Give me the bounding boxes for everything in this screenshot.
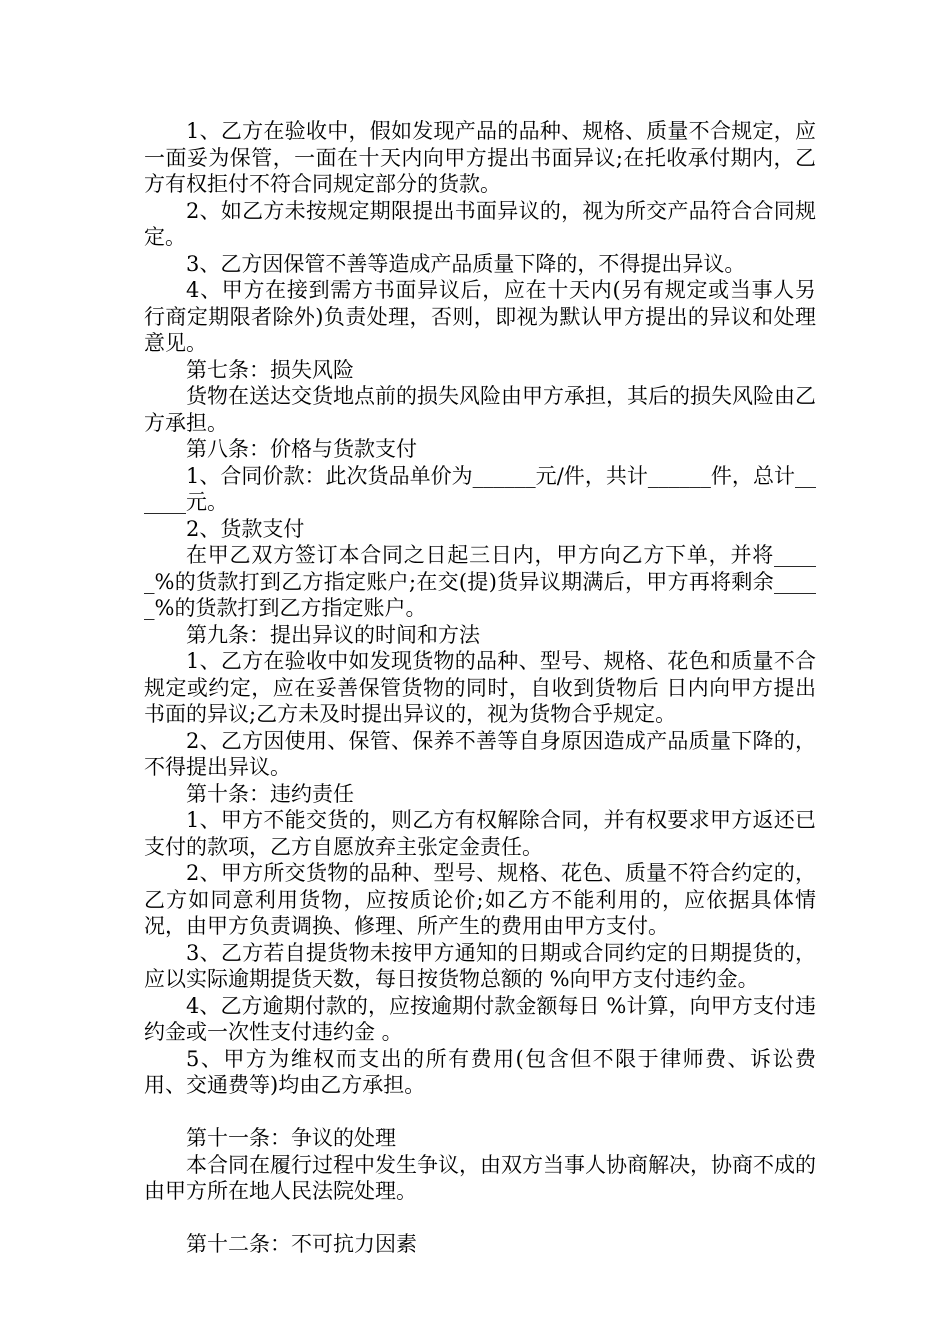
section-heading: 第七条：损失风险 — [186, 357, 354, 382]
clause-paragraph: 5、甲方为维权而支出的所有费用(包含但不限于律师费、诉讼费用、交通费等)均由乙方承担。 — [144, 1046, 816, 1097]
clause-paragraph: 4、乙方逾期付款的，应按逾期付款金额每日 %计算，向甲方支付违约金或一次性支付违约金 。 — [144, 993, 816, 1044]
section-heading: 第八条：价格与货款支付 — [186, 437, 417, 461]
clause-paragraph: 本合同在履行过程中发生争议，由双方当事人协商解决，协商不成的由甲方所在地人民法院处理。 — [144, 1152, 816, 1203]
clause-paragraph: 1、甲方不能交货的，则乙方有权解除合同，并有权要求甲方返还已支付的款项，乙方自愿放弃主张定金责任。 — [144, 808, 816, 859]
clause-paragraph: 2、如乙方未按规定期限提出书面异议的，视为所交产品符合合同规定。 — [144, 198, 816, 249]
section-heading: 第十二条：不可抗力因素 — [186, 1232, 417, 1256]
blank-line — [144, 1099, 816, 1126]
clause-paragraph: 1、乙方在验收中，假如发现产品的品种、规格、质量不合规定，应一面妥为保管，一面在十天内向甲方提出书面异议;在托收承付期内，乙方有权拒付不符合同规定部分的货款。 — [144, 119, 816, 196]
clause-paragraph: 1、合同价款：此次货品单价为______元/件，共计______件，总计______元。 — [144, 463, 816, 514]
clause-paragraph: 2、货款支付 — [186, 516, 305, 541]
section-heading: 第九条：提出异议的时间和方法 — [186, 622, 480, 647]
clause-paragraph: 货物在送达交货地点前的损失风险由甲方承担，其后的损失风险由乙方承担。 — [144, 384, 816, 435]
clause-paragraph: 2、乙方因使用、保管、保养不善等自身原因造成产品质量下降的，不得提出异议。 — [144, 728, 816, 779]
clause-paragraph: 2、甲方所交货物的品种、型号、规格、花色、质量不符合约定的，乙方如同意利用货物，应按质论价;如乙方不能利用的，应依据具体情况，由甲方负责调换、修理、所产生的费用由甲方支付。 — [144, 861, 816, 938]
blank-line — [144, 1205, 816, 1232]
document-page — [144, 118, 816, 1258]
clause-paragraph: 在甲乙双方签订本合同之日起三日内，甲方向乙方下单，并将_____%的货款打到乙方指定账户;在交(提)货异议期满后，甲方再将剩余_____%的货款打到乙方指定账户。 — [144, 543, 816, 620]
clause-paragraph: 3、乙方因保管不善等造成产品质量下降的，不得提出异议。 — [186, 251, 746, 276]
section-heading: 第十一条：争议的处理 — [186, 1126, 396, 1150]
clause-paragraph: 3、乙方若自提货物未按甲方通知的日期或合同约定的日期提货的，应以实际逾期提货天数，每日按货物总额的 %向甲方支付违约金。 — [144, 940, 816, 991]
clause-paragraph: 4、甲方在接到需方书面异议后，应在十天内(另有规定或当事人另行商定期限者除外)负责处理，否则，即视为默认甲方提出的异议和处理意见。 — [144, 278, 816, 355]
clause-paragraph: 1、乙方在验收中如发现货物的品种、型号、规格、花色和质量不合规定或约定，应在妥善保管货物的同时，自收到货物后 日内向甲方提出书面的异议;乙方未及时提出异议的，视为货物合乎规定。 — [144, 649, 816, 726]
section-heading: 第十条：违约责任 — [186, 781, 354, 806]
